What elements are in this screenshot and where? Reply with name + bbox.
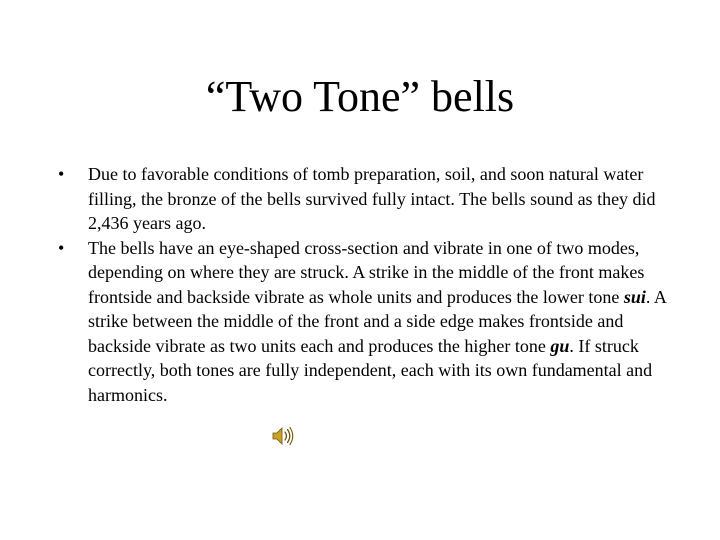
bullet-list: [58, 162, 668, 407]
bullet-text-part: . If struck correctly, both tones are fully independent, each with its own fundamental and harmonics.: [88, 335, 653, 405]
slide-title: “Two Tone” bells: [205, 72, 515, 121]
bullet-text: Due to favorable conditions of tomb preparation, soil, and soon natural water filling, the bronze of the bells survived fully intact. The bells sound as they did 2,436 years ago.: [88, 164, 656, 233]
speaker-sound-icon-graphic: [271, 424, 295, 448]
tone-term-sui: sui: [623, 286, 646, 307]
bullet-marker: •: [58, 237, 65, 258]
speaker-sound-icon[interactable]: [271, 424, 295, 448]
tone-term-gu: gu: [550, 335, 570, 356]
bullet-text-part: The bells have an eye-shaped cross-section and vibrate in one of two modes, depending on where they are struck. A strike in the middle of the front makes frontside and backside vibrate as whole units and produces the lower tone: [88, 237, 645, 307]
bullet-item-1: [58, 162, 668, 236]
bullet-text-part: . A strike between the middle of the front and a side edge makes frontside and backside vibrate as two units each and produces the higher tone: [88, 286, 666, 356]
bullet-marker: •: [58, 164, 65, 184]
bullet-text: [88, 238, 666, 405]
bullet-item-2: [58, 236, 668, 408]
